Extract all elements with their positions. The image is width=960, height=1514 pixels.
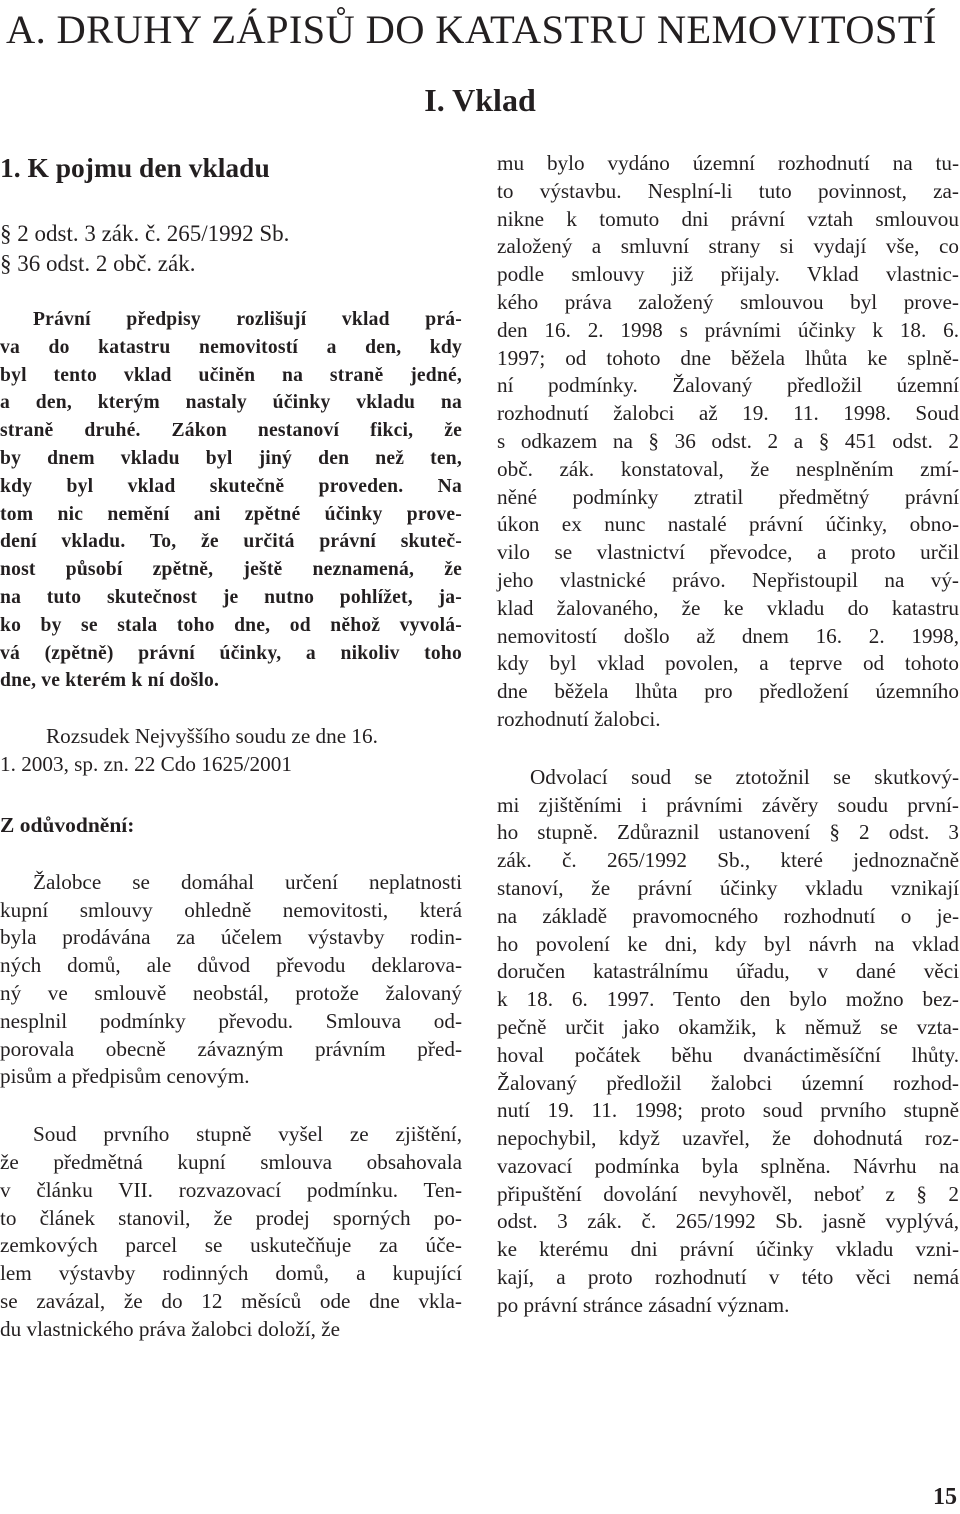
text-line: va do katastru nemovitostí a den, kdy	[0, 336, 462, 358]
text-line: že předmětná kupní smlouva obsahovala	[0, 1149, 462, 1174]
decision-line-1: Rozsudek Nejvyššího soudu ze dne 16.	[46, 724, 378, 749]
text-line: ný ve smlouvě neobstál, protože žalovaný	[0, 980, 462, 1005]
text-line: ných domů, ale důvod převodu deklarova-	[0, 953, 462, 978]
text-line: du vlastnického práva žalobci doloží, že	[0, 1316, 341, 1341]
text-line: k 18. 6. 1997. Tento den bylo možno bez-	[497, 987, 959, 1012]
text-line: v článku VII. rozvazovací podmínku. Ten-	[0, 1177, 462, 1202]
text-line: ke kterému dni právní účinky vkladu vzni-	[497, 1237, 959, 1262]
text-line: Žalovaný předložil žalobci územní rozhod-	[497, 1070, 959, 1095]
subheading: 1. K pojmu den vkladu	[0, 152, 270, 183]
text-line: na tuto skutečnost je nutno pohlížet, ja-	[0, 586, 462, 608]
legal-summary	[0, 306, 462, 695]
text-line: straně druhé. Zákon nestanoví fikci, že	[0, 420, 462, 442]
text-line: stanoví, že právní účinky vkladu vznikají	[497, 875, 959, 900]
text-line: se zavázal, že do 12 měsíců ode dne vkla-	[0, 1288, 462, 1313]
right-paragraphs	[497, 150, 959, 1320]
paragraph	[0, 869, 462, 1091]
text-line: nemovitostí došlo až dnem 16. 2. 1998,	[497, 623, 959, 648]
left-column	[0, 150, 462, 1344]
text-line: nikne k tomuto dni právní vztah smlouvou	[497, 206, 959, 231]
text-line: byl tento vklad učiněn na straně jedné,	[0, 364, 462, 386]
left-paragraphs	[0, 869, 462, 1344]
text-line: dení vkladu. To, že určitá právní skuteč-	[0, 531, 462, 553]
text-line: 1997; od tohoto dne běžela lhůta ke splně-	[497, 345, 959, 370]
text-line: ho stupně. Zdůraznil ustanovení § 2 odst. 3	[497, 820, 959, 845]
text-line: lem výstavby rodinných domů, a kupující	[0, 1261, 462, 1286]
text-line: rozhodnutí žalobci.	[497, 706, 661, 731]
right-column	[497, 150, 959, 1320]
paragraph	[497, 150, 959, 734]
text-line: to výstavbu. Nesplní-li tuto povinnost, za-	[497, 178, 959, 203]
text-line: obč. zák. konstatoval, že nesplněním zmí-	[497, 456, 959, 481]
text-line: vilo se vlastnictví převodce, a proto určil	[497, 540, 959, 565]
text-line: po právní stránce zásadní význam.	[497, 1292, 790, 1317]
reference-2: § 36 odst. 2 obč. zák.	[0, 250, 196, 276]
text-line: rozhodnutí žalobci až 19. 11. 1998. Soud	[497, 401, 959, 426]
chapter-title: A. DRUHY ZÁPISŮ DO KATASTRU NEMOVITOSTÍ	[6, 7, 937, 52]
paragraph	[497, 764, 959, 1320]
section-title: I. Vklad	[424, 82, 536, 118]
text-line: porovala obecně závazným právním před-	[0, 1036, 462, 1061]
text-line: dne běžela lhůta pro předložení územního	[497, 679, 959, 704]
reference-1: § 2 odst. 3 zák. č. 265/1992 Sb.	[0, 221, 290, 246]
text-line: odst. 3 zák. č. 265/1992 Sb. jasně vyplývá,	[497, 1209, 959, 1234]
reasoning-heading: Z odůvodnění:	[0, 812, 135, 837]
page-number: 15	[933, 1484, 957, 1510]
text-line: byla prodávána za účelem výstavby rodin-	[0, 925, 462, 950]
text-line: Žalobce se domáhal určení neplatnosti	[33, 869, 462, 894]
text-line: nutí 19. 11. 1998; proto soud prvního stupně	[497, 1098, 959, 1123]
text-line: s odkazem na § 36 odst. 2 a § 451 odst. 2	[497, 428, 959, 453]
text-line: nost působí zpětně, ještě neznamená, že	[0, 559, 462, 581]
text-line: mi zjištěními i právními závěry soudu první-	[497, 792, 959, 817]
text-line: zemkových parcel se uskutečňuje za úče-	[0, 1233, 462, 1258]
text-line: to článek stanovil, že prodej sporných po-	[0, 1205, 462, 1230]
text-line: zák. č. 265/1992 Sb., které jednoznačně	[497, 848, 959, 873]
text-line: založený a smluvní strany si vydají vše, co	[497, 234, 959, 259]
text-line: ko by se stala toho dne, od něhož vyvolá-	[0, 614, 462, 636]
text-line: připuštění dovolání nevyhověl, neboť z § 2	[497, 1181, 959, 1206]
decision-line-2: 1. 2003, sp. zn. 22 Cdo 1625/2001	[0, 751, 292, 776]
text-line: nepochybil, když uzavřel, že dohodnutá roz-	[497, 1126, 959, 1151]
text-line: úkon ex nunc nastalé právní účinky, obno-	[497, 512, 959, 537]
text-line: ho povolení ke dni, kdy byl návrh na vklad	[497, 931, 959, 956]
text-line: na základě pravomocného rozhodnutí o je-	[497, 903, 959, 928]
text-line: jeho vlastnické právo. Nepřistoupil na vý-	[497, 567, 959, 592]
text-line: ní podmínky. Žalovaný předložil územní	[497, 373, 959, 398]
decision-citation	[0, 723, 462, 751]
text-line: pisům a předpisům cenovým.	[0, 1064, 250, 1089]
text-line: tom nic nemění ani zpětné účinky prove-	[0, 503, 462, 525]
text-line: podle smlouvy již přijaly. Vklad vlastnic-	[497, 262, 959, 287]
text-line: kupní smlouvy ohledně nemovitosti, která	[0, 897, 462, 922]
text-line: nesplnil podmínky převodu. Smlouva od-	[0, 1008, 462, 1033]
text-line: kého práva založený smlouvou byl prove-	[497, 289, 959, 314]
text-line: Právní předpisy rozlišují vklad prá-	[33, 309, 462, 330]
text-line: kají, a proto rozhodnutí v této věci nemá	[497, 1265, 959, 1290]
text-line: klad žalovaného, že ke vkladu do katastru	[497, 595, 959, 620]
text-line: dne, ve kterém k ní došlo.	[0, 670, 220, 692]
text-line: něné podmínky ztratil předmětný právní	[497, 484, 959, 509]
text-line: hoval počátek běhu dvanáctiměsíční lhůty.	[497, 1042, 959, 1067]
paragraph	[0, 1121, 462, 1343]
text-line: a den, kterým nastaly účinky vkladu na	[0, 392, 462, 414]
text-line: den 16. 2. 1998 s právními účinky k 18. 6.	[497, 317, 959, 342]
text-line: vazovací podmínka byla splněna. Návrhu na	[497, 1153, 959, 1178]
text-line: pečně určit jako okamžik, k němuž se vzta-	[497, 1014, 959, 1039]
legal-references	[0, 219, 462, 278]
text-line: kdy byl vklad povolen, a teprve od tohoto	[497, 651, 959, 676]
text-line: kdy byl vklad skutečně proveden. Na	[0, 475, 462, 497]
text-line: mu bylo vydáno územní rozhodnutí na tu-	[497, 151, 959, 175]
text-line: by dnem vkladu byl jiný den než ten,	[0, 447, 462, 469]
text-line: vá (zpětně) právní účinky, a nikoliv toho	[0, 642, 462, 664]
text-line: Odvolací soud se ztotožnil se skutkový-	[530, 764, 959, 789]
text-line: Soud prvního stupně vyšel ze zjištění,	[33, 1122, 462, 1147]
text-line: doručen katastrálnímu úřadu, v dané věci	[497, 959, 959, 984]
